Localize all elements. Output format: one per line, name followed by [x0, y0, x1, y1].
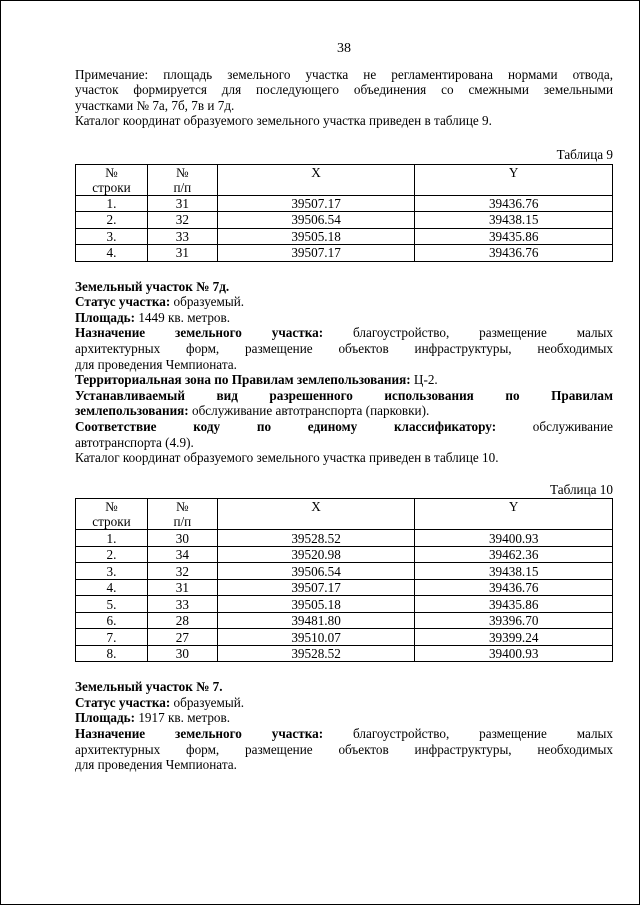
cell-row-number: 2.: [76, 546, 148, 563]
plot-7-area: Площадь: 1917 кв. метров.: [75, 710, 231, 726]
cell-y: 39399.24: [415, 629, 613, 646]
page-number: 38: [337, 41, 351, 56]
table-row: [76, 245, 613, 262]
header-y: Y: [415, 164, 613, 195]
table-row: [76, 563, 613, 580]
header-row-number: № строки: [76, 499, 148, 530]
cell-y: 39438.15: [415, 563, 613, 580]
cell-pp: 30: [147, 530, 217, 547]
header-x: X: [217, 164, 415, 195]
table-row: [76, 195, 613, 212]
plot-7d-title: Земельный участок № 7д.: [75, 278, 230, 294]
cell-x: 39520.98: [217, 546, 415, 563]
plot-7d-use-2: землепользования: обслуживание автотранспорта (парковки).: [75, 403, 430, 419]
plot-7d-purpose-1: Назначение земельного участка: благоустройство, размещение малых: [75, 325, 613, 341]
cell-pp: 28: [147, 612, 217, 629]
cell-pp: 31: [147, 579, 217, 596]
cell-pp: 31: [147, 245, 217, 262]
table-10: [75, 498, 613, 662]
cell-x: 39528.52: [217, 530, 415, 547]
cell-y: 39438.15: [415, 212, 613, 229]
cell-row-number: 6.: [76, 612, 148, 629]
header-pp: № п/п: [147, 164, 217, 195]
plot-7d-zone: Территориальная зона по Правилам землепользования: Ц-2.: [75, 372, 438, 388]
plot-7-status: Статус участка: образуемый.: [75, 694, 245, 710]
cell-x: 39505.18: [217, 596, 415, 613]
table-row: [76, 645, 613, 662]
table-9-caption: Таблица 9: [556, 146, 613, 162]
plot-7-purpose-2: архитектурных форм, размещение объектов инфраструктуры, необходимых: [75, 741, 613, 757]
cell-row-number: 1.: [76, 195, 148, 212]
cell-row-number: 1.: [76, 530, 148, 547]
table-row: [76, 629, 613, 646]
cell-row-number: 3.: [76, 563, 148, 580]
table-9: [75, 164, 613, 262]
cell-row-number: 4.: [76, 579, 148, 596]
cell-pp: 27: [147, 629, 217, 646]
cell-x: 39528.52: [217, 645, 415, 662]
cell-row-number: 4.: [76, 245, 148, 262]
cell-row-number: 2.: [76, 212, 148, 229]
table-header-row: [76, 164, 613, 195]
page-content: [75, 41, 613, 773]
plot-7d-catalog: Каталог координат образуемого земельного участка приведен в таблице 10.: [75, 450, 499, 466]
table-row: [76, 612, 613, 629]
header-row-number: № строки: [76, 164, 148, 195]
cell-row-number: 5.: [76, 596, 148, 613]
note-line-3: участками № 7а, 7б, 7в и 7д.: [75, 97, 235, 113]
cell-y: 39435.86: [415, 596, 613, 613]
table-10-caption: Таблица 10: [550, 481, 613, 497]
cell-x: 39481.80: [217, 612, 415, 629]
table-10-body: [76, 530, 613, 662]
cell-y: 39436.76: [415, 195, 613, 212]
cell-pp: 34: [147, 546, 217, 563]
cell-x: 39510.07: [217, 629, 415, 646]
plot-7d-purpose-3: для проведения Чемпионата.: [75, 356, 237, 372]
table-row: [76, 212, 613, 229]
header-x: X: [217, 499, 415, 530]
plot-7d-area: Площадь: 1449 кв. метров.: [75, 309, 231, 325]
table-header-row: [76, 499, 613, 530]
cell-y: 39462.36: [415, 546, 613, 563]
cell-pp: 32: [147, 212, 217, 229]
plot-7d-purpose-2: архитектурных форм, размещение объектов инфраструктуры, необходимых: [75, 340, 613, 356]
plot-7d-use-1: Устанавливаемый вид разрешенного использования по Правилам: [75, 387, 613, 403]
note-line-2: участок формируется для последующего объединения со смежными земельными: [75, 82, 613, 98]
cell-pp: 30: [147, 645, 217, 662]
cell-pp: 33: [147, 596, 217, 613]
cell-pp: 33: [147, 228, 217, 245]
table-row: [76, 546, 613, 563]
cell-y: 39400.93: [415, 645, 613, 662]
cell-y: 39435.86: [415, 228, 613, 245]
table-row: [76, 596, 613, 613]
cell-x: 39505.18: [217, 228, 415, 245]
cell-row-number: 7.: [76, 629, 148, 646]
cell-row-number: 3.: [76, 228, 148, 245]
cell-y: 39396.70: [415, 612, 613, 629]
cell-pp: 32: [147, 563, 217, 580]
cell-x: 39507.17: [217, 579, 415, 596]
catalog-9-line: Каталог координат образуемого земельного участка приведен в таблице 9.: [75, 113, 492, 129]
cell-x: 39507.17: [217, 245, 415, 262]
table-row: [76, 579, 613, 596]
plot-7d-status: Статус участка: образуемый.: [75, 294, 245, 310]
cell-x: 39507.17: [217, 195, 415, 212]
table-row: [76, 228, 613, 245]
note-line-1: Примечание: площадь земельного участка не регламентирована нормами отвода,: [75, 66, 613, 82]
plot-7d-class-2: автотранспорта (4.9).: [75, 434, 194, 450]
table-9-body: [76, 195, 613, 261]
header-y: Y: [415, 499, 613, 530]
cell-row-number: 8.: [76, 645, 148, 662]
plot-7-purpose-1: Назначение земельного участка: благоустройство, размещение малых: [75, 726, 613, 742]
table-row: [76, 530, 613, 547]
plot-7d-class-1: Соответствие коду по единому классификатору: обслуживание: [75, 418, 614, 434]
cell-pp: 31: [147, 195, 217, 212]
plot-7-title: Земельный участок № 7.: [75, 679, 223, 695]
cell-x: 39506.54: [217, 212, 415, 229]
cell-y: 39400.93: [415, 530, 613, 547]
cell-y: 39436.76: [415, 245, 613, 262]
header-pp: № п/п: [147, 499, 217, 530]
cell-y: 39436.76: [415, 579, 613, 596]
plot-7-purpose-3: для проведения Чемпионата.: [75, 757, 237, 773]
cell-x: 39506.54: [217, 563, 415, 580]
